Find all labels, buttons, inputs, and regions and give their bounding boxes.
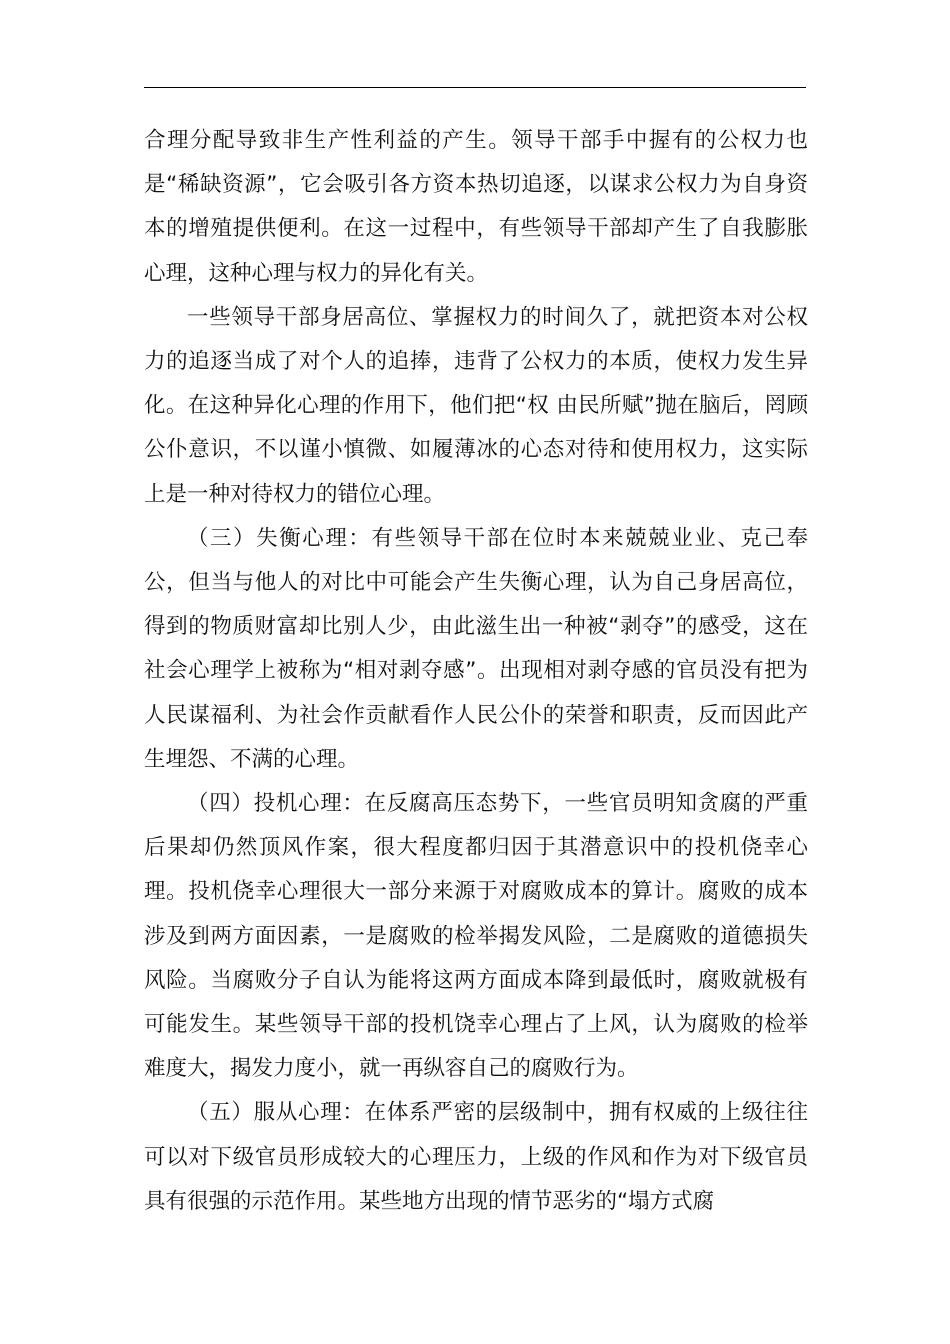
paragraph-4-speculative-psychology: （四）投机心理：在反腐高压态势下，一些官员明知贪腐的严重后果却仍然顶风作案，很大程度都归因于其潜意识中的投机侥幸心理。投机侥幸心理很大一部分来源于对腐败成本的算计。腐败的成本涉及到两方面因素，一是腐败的检举揭发风险，二是腐败的道德损失风险。当腐败分子自认为能将这两方面成本降到最低时，腐败就极有可能发生。某些领导干部的投机饶幸心理占了上风，认为腐败的检举难度大，揭发力度小，就一再纵容自己的腐败行为。	[144, 791, 808, 1082]
header-rule	[144, 87, 806, 88]
document-body	[144, 119, 808, 1224]
paragraph-1: 合理分配导致非生产性利益的产生。领导干部手中握有的公权力也是“稀缺资源”，它会吸引各方资本热切追逐，以谋求公权力为自身资本的增殖提供便利。在这一过程中，有些领导干部却产生了自我膨胀心理，这种心理与权力的异化有关。	[144, 128, 808, 286]
paragraph-2: 一些领导干部身居高位、掌握权力的时间久了，就把资本对公权力的追逐当成了对个人的追捧，违背了公权力的本质，使权力发生异化。在这种异化心理的作用下，他们把“权 由民所赋”抛在脑后，罔顾公仆意识，不以谨小慎微、如履薄冰的心态对待和使用权力，这实际上是一种对待权力的错位心理。	[144, 304, 808, 507]
paragraph-5-obedience-psychology: （五）服从心理：在体系严密的层级制中，拥有权威的上级往往可以对下级官员形成较大的心理压力，上级的作风和作为对下级官员具有很强的示范作用。某些地方出现的情节恶劣的“塌方式腐	[144, 1100, 808, 1214]
paragraph-3-imbalance-psychology: （三）失衡心理：有些领导干部在位时本来兢兢业业、克己奉公，但当与他人的对比中可能会产生失衡心理，认为自己身居高位，得到的物质财富却比别人少，由此滋生出一种被“剥夺”的感受，这在社会心理学上被称为“相对剥夺感”。出现相对剥夺感的官员没有把为人民谋福利、为社会作贡献看作人民公仆的荣誉和职责，反而因此产生埋怨、不满的心理。	[144, 525, 808, 772]
